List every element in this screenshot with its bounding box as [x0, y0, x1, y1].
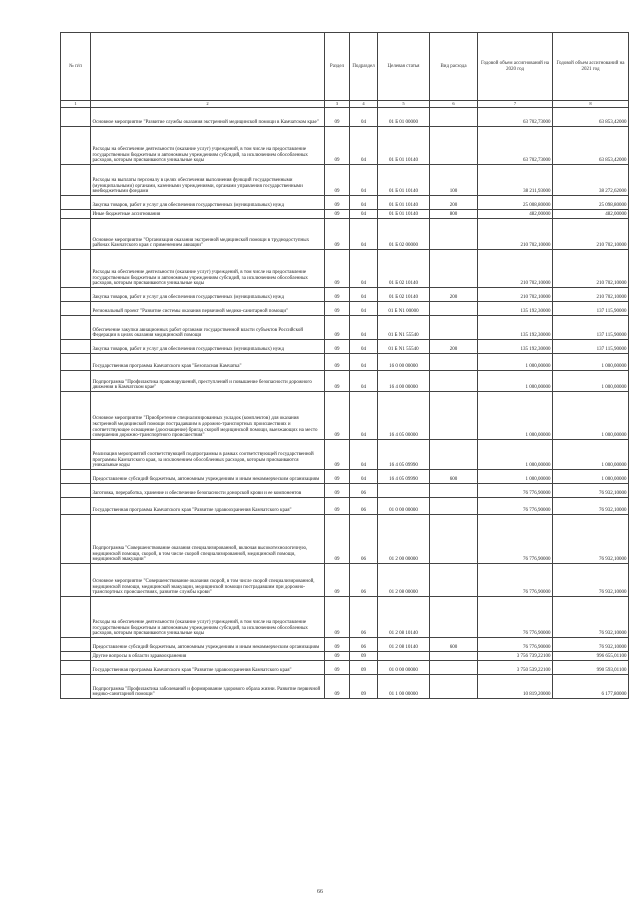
row-name-cell: Предоставление субсидий бюджетным, автономным учреждениям и иным некоммерческим организациям: [91, 638, 325, 652]
row-target-article-cell: 01 0 00 00000: [378, 498, 430, 515]
row-amount-2021-cell: 1 000,00000: [553, 470, 629, 484]
row-podrazdel-cell: 04: [350, 392, 378, 440]
row-expense-type-cell: 200: [430, 288, 478, 302]
row-amount-2020-cell: 135 192,30000: [478, 316, 553, 340]
row-amount-2021-cell: 76 932,10000: [553, 638, 629, 652]
row-podrazdel-cell: 06: [350, 597, 378, 638]
row-podrazdel-cell: 04: [350, 210, 378, 219]
row-amount-2021-cell: 1 000,00000: [553, 371, 629, 392]
row-name-cell: Заготовка, переработка, хранение и обеспечение безопасности донорской крови и ее компонентов: [91, 484, 325, 498]
row-name-cell: Другие вопросы в области здравоохранения: [91, 652, 325, 661]
row-razdel-cell: 09: [325, 108, 350, 127]
row-razdel-cell: 09: [325, 288, 350, 302]
row-name-cell: Основное мероприятие "Приобретение специализированных укладок (комплектов) для оказания экстренной медицинской помощи пострадавшим в дорожно-транспортных происшествиях и соответствующее оснащение (дооснащение) бригад скорой медицинской помощи, выезжающих на место совершения дорожно-транспортного происшествия": [91, 392, 325, 440]
table-row: [61, 302, 629, 316]
row-amount-2020-cell: 76 776,90000: [478, 597, 553, 638]
row-number-cell: [61, 515, 91, 564]
header-razdel: Раздел: [325, 33, 350, 101]
table-row: [61, 210, 629, 219]
row-number-cell: [61, 675, 91, 699]
row-number-cell: [61, 661, 91, 675]
row-name-cell: Предоставление субсидий бюджетным, автономным учреждениям и иным некоммерческим организациям: [91, 470, 325, 484]
row-number-cell: [61, 340, 91, 354]
table-row: [61, 564, 629, 597]
row-razdel-cell: 09: [325, 392, 350, 440]
row-razdel-cell: 09: [325, 638, 350, 652]
row-name-cell: Закупка товаров, работ и услуг для обеспечения государственных (муниципальных) нужд: [91, 288, 325, 302]
row-amount-2021-cell: 137 115,90000: [553, 316, 629, 340]
row-expense-type-cell: [430, 661, 478, 675]
row-podrazdel-cell: 04: [350, 288, 378, 302]
row-amount-2020-cell: 76 776,90000: [478, 638, 553, 652]
column-number: 3: [325, 101, 350, 108]
row-amount-2020-cell: 3 756 739,22100: [478, 652, 553, 661]
row-amount-2021-cell: 137 115,90000: [553, 340, 629, 354]
row-expense-type-cell: [430, 127, 478, 165]
row-amount-2020-cell: 210 702,10000: [478, 219, 553, 250]
row-number-cell: [61, 498, 91, 515]
table-row: [61, 288, 629, 302]
row-name-cell: Закупка товаров, работ и услуг для обеспечения государственных (муниципальных) нужд: [91, 196, 325, 210]
row-number-cell: [61, 484, 91, 498]
row-number-cell: [61, 354, 91, 371]
row-expense-type-cell: [430, 316, 478, 340]
row-razdel-cell: 09: [325, 354, 350, 371]
row-podrazdel-cell: 04: [350, 250, 378, 288]
table-row: [61, 515, 629, 564]
row-target-article-cell: 01 2 00 00000: [378, 515, 430, 564]
row-amount-2020-cell: 25 008,80000: [478, 196, 553, 210]
row-amount-2020-cell: 76 776,90000: [478, 498, 553, 515]
row-razdel-cell: 09: [325, 340, 350, 354]
row-razdel-cell: 09: [325, 484, 350, 498]
row-expense-type-cell: [430, 484, 478, 498]
row-podrazdel-cell: 04: [350, 196, 378, 210]
row-razdel-cell: 09: [325, 515, 350, 564]
row-amount-2021-cell: 990 593,01100: [553, 661, 629, 675]
row-number-cell: [61, 288, 91, 302]
row-name-cell: Расходы на обеспечение деятельности (оказание услуг) учреждений, в том числе на предоставление государственным бюджетным и автономным учреждениям субсидий, за исключением обособленных расходов, которым присваиваются уникальные коды: [91, 597, 325, 638]
row-amount-2020-cell: 38 211,93000: [478, 165, 553, 196]
row-name-cell: Основное мероприятие "Развитие службы оказания экстренной медицинской помощи в Камчатском крае": [91, 108, 325, 127]
row-razdel-cell: 09: [325, 440, 350, 470]
row-amount-2021-cell: 25 098,80000: [553, 196, 629, 210]
column-number: 5: [378, 101, 430, 108]
row-target-article-cell: 16 0 00 00000: [378, 354, 430, 371]
row-podrazdel-cell: 04: [350, 108, 378, 127]
row-expense-type-cell: 200: [430, 340, 478, 354]
row-razdel-cell: 09: [325, 196, 350, 210]
table-row: [61, 196, 629, 210]
row-amount-2021-cell: 38 272,62000: [553, 165, 629, 196]
row-amount-2020-cell: 135 192,30000: [478, 340, 553, 354]
row-amount-2021-cell: 1 000,00000: [553, 440, 629, 470]
row-number-cell: [61, 250, 91, 288]
row-amount-2020-cell: 76 776,90000: [478, 564, 553, 597]
row-expense-type-cell: 600: [430, 470, 478, 484]
row-name-cell: Подпрограмма "Профилактика заболеваний и формирование здорового образа жизни. Развитие первичной медико-санитарной помощи": [91, 675, 325, 699]
table-row: [61, 392, 629, 440]
row-target-article-cell: 16 4 05 09990: [378, 440, 430, 470]
row-expense-type-cell: [430, 515, 478, 564]
row-razdel-cell: 09: [325, 210, 350, 219]
table-row: [61, 354, 629, 371]
row-amount-2021-cell: 210 702,10000: [553, 250, 629, 288]
row-target-article-cell: 01 Б 01 10140: [378, 127, 430, 165]
row-podrazdel-cell: 09: [350, 652, 378, 661]
row-name-cell: Расходы на обеспечение деятельности (оказание услуг) учреждений, в том числе на предоставление государственным бюджетным и автономным учреждениям субсидий, за исключением обособленных расходов, которым присваиваются уникальные коды: [91, 250, 325, 288]
header-num: № п/п: [61, 33, 91, 101]
row-expense-type-cell: [430, 302, 478, 316]
row-expense-type-cell: 200: [430, 196, 478, 210]
row-podrazdel-cell: 04: [350, 219, 378, 250]
row-name-cell: Региональный проект "Развитие системы оказания первичной медико-санитарной помощи": [91, 302, 325, 316]
row-name-cell: Обеспечение закупки авиационных работ органами государственной власти субъектов Российской Федерации в целях оказания медицинской помощи: [91, 316, 325, 340]
column-number: 2: [91, 101, 325, 108]
row-podrazdel-cell: 06: [350, 638, 378, 652]
column-number: 6: [430, 101, 478, 108]
table-row: [61, 165, 629, 196]
row-target-article-cell: 01 Б N1 55540: [378, 340, 430, 354]
row-expense-type-cell: [430, 250, 478, 288]
row-expense-type-cell: [430, 564, 478, 597]
row-podrazdel-cell: 06: [350, 564, 378, 597]
row-name-cell: Иные бюджетные ассигнования: [91, 210, 325, 219]
row-target-article-cell: [378, 484, 430, 498]
row-number-cell: [61, 652, 91, 661]
row-number-cell: [61, 371, 91, 392]
table-row: [61, 661, 629, 675]
row-name-cell: Государственная программа Камчатского края "Развитие здравоохранения Камчатского края": [91, 661, 325, 675]
table-row: [61, 652, 629, 661]
row-expense-type-cell: [430, 219, 478, 250]
row-target-article-cell: 01 Б N1 55540: [378, 316, 430, 340]
row-amount-2020-cell: 210 702,10000: [478, 250, 553, 288]
row-amount-2021-cell: 63 853,42000: [553, 127, 629, 165]
row-target-article-cell: 01 Б 01 00000: [378, 108, 430, 127]
row-target-article-cell: 01 Б 02 00000: [378, 219, 430, 250]
row-amount-2021-cell: 76 932,10000: [553, 597, 629, 638]
row-name-cell: Основное мероприятие "Совершенствование оказания скорой, в том числе скорой специализированной, медицинской помощи, медицинской эвакуации, медицинской помощи пострадавшим при дорожно-транспортных происшествиях, развитие службы крови": [91, 564, 325, 597]
row-amount-2020-cell: 210 702,10000: [478, 288, 553, 302]
row-razdel-cell: 09: [325, 470, 350, 484]
header-amount-2020: Годовой объем ассигнований на 2020 год: [478, 33, 553, 101]
row-amount-2021-cell: 6 177,80000: [553, 675, 629, 699]
row-podrazdel-cell: 04: [350, 470, 378, 484]
row-amount-2021-cell: 76 932,10000: [553, 484, 629, 498]
table-row: [61, 371, 629, 392]
row-expense-type-cell: 600: [430, 638, 478, 652]
row-podrazdel-cell: 04: [350, 165, 378, 196]
row-podrazdel-cell: 04: [350, 302, 378, 316]
row-expense-type-cell: [430, 652, 478, 661]
row-target-article-cell: 01 Б 01 10140: [378, 165, 430, 196]
header-podrazdel: Подраздел: [350, 33, 378, 101]
page-number: 66: [317, 889, 323, 895]
row-amount-2020-cell: 482,00000: [478, 210, 553, 219]
row-target-article-cell: 16 4 05 00000: [378, 392, 430, 440]
row-target-article-cell: 01 1 00 00000: [378, 675, 430, 699]
table-row: [61, 440, 629, 470]
row-podrazdel-cell: 09: [350, 661, 378, 675]
table-row: [61, 484, 629, 498]
table-row: [61, 219, 629, 250]
row-expense-type-cell: [430, 675, 478, 699]
row-number-cell: [61, 165, 91, 196]
row-razdel-cell: 09: [325, 219, 350, 250]
table-row: [61, 340, 629, 354]
row-amount-2021-cell: 210 702,10000: [553, 288, 629, 302]
row-name-cell: Закупка товаров, работ и услуг для обеспечения государственных (муниципальных) нужд: [91, 340, 325, 354]
row-amount-2020-cell: 135 192,30000: [478, 302, 553, 316]
table-row: [61, 250, 629, 288]
row-expense-type-cell: 800: [430, 210, 478, 219]
table-row: [61, 470, 629, 484]
row-amount-2021-cell: 996 655,01100: [553, 652, 629, 661]
row-razdel-cell: 09: [325, 302, 350, 316]
row-target-article-cell: 01 Б 02 10140: [378, 288, 430, 302]
table-header-row: [61, 33, 629, 101]
header-amount-2021: Годовой объем ассигнований на 2021 год: [553, 33, 629, 101]
row-number-cell: [61, 440, 91, 470]
row-amount-2020-cell: 76 776,90000: [478, 484, 553, 498]
row-name-cell: Подпрограмма "Совершенствование оказания специализированной, включая высокотехнологичную, медицинской помощи, скорой, в том числе скорой специализированной, медицинской помощи, медицинской эвакуации": [91, 515, 325, 564]
row-target-article-cell: 01 Б N1 00000: [378, 302, 430, 316]
row-razdel-cell: 09: [325, 127, 350, 165]
row-podrazdel-cell: 04: [350, 371, 378, 392]
row-target-article-cell: 01 Б 01 10140: [378, 210, 430, 219]
row-expense-type-cell: [430, 354, 478, 371]
column-number-row: [61, 101, 629, 108]
column-number: 7: [478, 101, 553, 108]
row-amount-2020-cell: 10 819,20000: [478, 675, 553, 699]
column-number: 1: [61, 101, 91, 108]
row-expense-type-cell: [430, 392, 478, 440]
row-podrazdel-cell: 06: [350, 515, 378, 564]
row-name-cell: Подпрограмма "Профилактика правонарушений, преступлений и повышение безопасности дорожного движения в Камчатском крае": [91, 371, 325, 392]
row-razdel-cell: 09: [325, 316, 350, 340]
row-name-cell: Основное мероприятие "Организация оказания экстренной медицинской помощи в труднодоступных районах Камчатского края с применением авиации": [91, 219, 325, 250]
row-number-cell: [61, 219, 91, 250]
row-amount-2020-cell: 63 702,73000: [478, 108, 553, 127]
row-amount-2020-cell: 1 000,00000: [478, 354, 553, 371]
row-amount-2020-cell: 63 702,73000: [478, 127, 553, 165]
row-name-cell: Расходы на обеспечение деятельности (оказание услуг) учреждений, в том числе на предоставление государственным бюджетным и автономным учреждениям субсидий, за исключением обособленных расходов, которым присваиваются уникальные коды: [91, 127, 325, 165]
row-expense-type-cell: [430, 440, 478, 470]
row-podrazdel-cell: 04: [350, 127, 378, 165]
row-podrazdel-cell: 04: [350, 316, 378, 340]
row-razdel-cell: 09: [325, 371, 350, 392]
row-expense-type-cell: [430, 108, 478, 127]
row-amount-2021-cell: 210 702,10000: [553, 219, 629, 250]
header-name: [91, 33, 325, 101]
row-number-cell: [61, 470, 91, 484]
row-amount-2021-cell: 482,00000: [553, 210, 629, 219]
row-razdel-cell: 09: [325, 564, 350, 597]
row-number-cell: [61, 638, 91, 652]
row-razdel-cell: 09: [325, 661, 350, 675]
row-amount-2021-cell: 76 932,10000: [553, 564, 629, 597]
row-amount-2020-cell: 76 776,90000: [478, 515, 553, 564]
row-target-article-cell: 01 2 08 00000: [378, 564, 430, 597]
row-razdel-cell: 09: [325, 250, 350, 288]
row-razdel-cell: 09: [325, 675, 350, 699]
column-number: 4: [350, 101, 378, 108]
row-number-cell: [61, 127, 91, 165]
row-target-article-cell: 16 4 05 09990: [378, 470, 430, 484]
row-razdel-cell: 09: [325, 498, 350, 515]
row-name-cell: Государственная программа Камчатского края "Безопасная Камчатка": [91, 354, 325, 371]
row-razdel-cell: 09: [325, 652, 350, 661]
row-target-article-cell: 01 2 08 10140: [378, 638, 430, 652]
budget-table: [60, 32, 629, 699]
row-target-article-cell: 01 Б 01 10140: [378, 196, 430, 210]
row-number-cell: [61, 108, 91, 127]
row-number-cell: [61, 196, 91, 210]
table-row: [61, 498, 629, 515]
row-podrazdel-cell: 09: [350, 675, 378, 699]
row-number-cell: [61, 564, 91, 597]
table-row: [61, 597, 629, 638]
row-podrazdel-cell: 04: [350, 440, 378, 470]
row-number-cell: [61, 316, 91, 340]
row-amount-2021-cell: 137 115,90000: [553, 302, 629, 316]
row-expense-type-cell: [430, 371, 478, 392]
row-podrazdel-cell: 04: [350, 340, 378, 354]
row-podrazdel-cell: 04: [350, 354, 378, 371]
row-amount-2020-cell: 1 000,00000: [478, 470, 553, 484]
table-row: [61, 316, 629, 340]
row-amount-2021-cell: 76 932,10000: [553, 498, 629, 515]
row-expense-type-cell: 100: [430, 165, 478, 196]
row-expense-type-cell: [430, 498, 478, 515]
row-amount-2021-cell: 1 000,00000: [553, 392, 629, 440]
row-name-cell: Государственная программа Камчатского края "Развитие здравоохранения Камчатского края": [91, 498, 325, 515]
row-expense-type-cell: [430, 597, 478, 638]
header-expense-type: Вид расхода: [430, 33, 478, 101]
row-razdel-cell: 09: [325, 165, 350, 196]
table-row: [61, 638, 629, 652]
row-amount-2020-cell: 1 000,00000: [478, 440, 553, 470]
header-target-article: Целевая статья: [378, 33, 430, 101]
row-target-article-cell: 16 4 00 00000: [378, 371, 430, 392]
row-target-article-cell: [378, 652, 430, 661]
row-name-cell: Расходы на выплаты персоналу в целях обеспечения выполнения функций государственными (муниципальными) органами, казенными учреждениями, органами управления государственными внебюджетными фондами: [91, 165, 325, 196]
table-row: [61, 675, 629, 699]
row-name-cell: Реализация мероприятий соответствующей подпрограммы в рамках соответствующей государственной программы Камчатского края, за исключением обособленных расходов, которым присваиваются уникальные коды: [91, 440, 325, 470]
row-amount-2021-cell: 1 000,00000: [553, 354, 629, 371]
row-amount-2020-cell: 3 750 539,22100: [478, 661, 553, 675]
row-number-cell: [61, 392, 91, 440]
row-number-cell: [61, 597, 91, 638]
row-podrazdel-cell: 06: [350, 498, 378, 515]
row-number-cell: [61, 210, 91, 219]
row-target-article-cell: 01 0 00 00000: [378, 661, 430, 675]
column-number: 8: [553, 101, 629, 108]
row-target-article-cell: 01 Б 02 10140: [378, 250, 430, 288]
row-target-article-cell: 01 2 08 10140: [378, 597, 430, 638]
table-row: [61, 108, 629, 127]
row-podrazdel-cell: 06: [350, 484, 378, 498]
row-number-cell: [61, 302, 91, 316]
row-amount-2021-cell: 76 932,10000: [553, 515, 629, 564]
row-amount-2020-cell: 1 000,00000: [478, 392, 553, 440]
row-amount-2021-cell: 63 853,42000: [553, 108, 629, 127]
row-razdel-cell: 09: [325, 597, 350, 638]
table-row: [61, 127, 629, 165]
row-amount-2020-cell: 1 000,00000: [478, 371, 553, 392]
